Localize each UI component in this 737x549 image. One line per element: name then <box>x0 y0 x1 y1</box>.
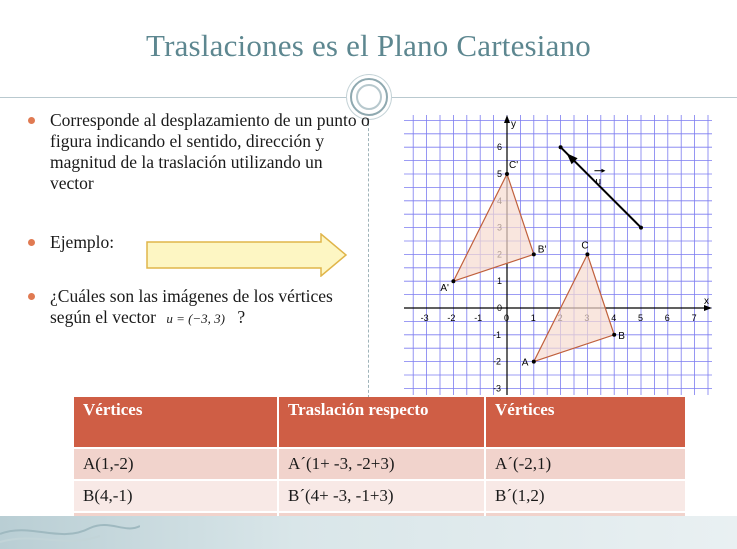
header-cell: Vértices <box>74 397 278 448</box>
table-cell: B(4,-1) <box>74 480 278 512</box>
y-tick-label: 6 <box>497 142 503 153</box>
vertex-point <box>612 333 616 337</box>
bullet-dot <box>28 239 35 246</box>
x-axis-label: x <box>704 296 709 307</box>
vertex-label: B' <box>537 244 547 256</box>
vector-start <box>559 145 563 149</box>
bullet-question <box>28 286 370 329</box>
vertex-label: C' <box>509 160 519 171</box>
vector-formula: u = (−3, 3) <box>166 311 226 326</box>
vector-end <box>639 226 643 230</box>
header-cell: Traslación respecto <box>278 397 485 448</box>
vertex-point <box>451 279 455 283</box>
x-tick-label: 0 <box>504 313 510 323</box>
y-tick-label: 1 <box>497 276 503 287</box>
x-tick-label: 1 <box>530 313 536 323</box>
vertex-point <box>532 252 536 256</box>
bullet-text: Ejemplo: <box>50 232 115 252</box>
x-tick-label: 5 <box>638 313 644 323</box>
table-cell: B´(4+ -3, -1+3) <box>278 480 485 512</box>
table-header-row <box>74 397 686 448</box>
bullet-dot <box>28 117 35 124</box>
bullet-definition <box>28 110 370 194</box>
bullet-example <box>28 232 114 253</box>
cartesian-plane <box>404 115 712 395</box>
right-arrow-shape <box>145 233 349 277</box>
x-tick-label: 6 <box>664 313 670 323</box>
x-tick-label: -2 <box>447 313 456 323</box>
table-cell: A´(-2,1) <box>485 448 686 480</box>
vertex-point <box>505 172 509 176</box>
vector-label: u <box>595 176 602 188</box>
table-cell: A(1,-2) <box>74 448 278 480</box>
bullet-text: ¿Cuáles son las imágenes de los vértices según el vector <box>50 286 333 327</box>
ring-inner <box>356 84 382 110</box>
vertex-label: C <box>581 240 589 252</box>
y-tick-label: -2 <box>493 356 502 367</box>
vertex-point <box>585 252 589 256</box>
x-tick-label: 4 <box>611 313 617 323</box>
header-cell: Vértices <box>485 397 686 448</box>
y-tick-label: -1 <box>493 329 502 340</box>
y-tick-label: -3 <box>493 383 502 394</box>
bullet-text: Corresponde al desplazamiento de un punto o figura indicando el sentido, dirección y magnitud de la traslación utilizando un vector <box>50 110 370 193</box>
y-axis-label: y <box>511 119 516 130</box>
bullet-dot <box>28 293 35 300</box>
slide-title: Traslaciones es el Plano Cartesiano <box>146 28 591 63</box>
vertex-point <box>532 360 536 364</box>
y-tick-label: 0 <box>497 303 503 313</box>
vertex-label: A <box>521 357 529 369</box>
table-row <box>74 480 686 512</box>
x-tick-label: 7 <box>691 313 697 323</box>
vertex-label: B <box>618 330 625 342</box>
table-cell: A´(1+ -3, -2+3) <box>278 448 485 480</box>
x-tick-label: -3 <box>420 313 429 323</box>
footer-decoration <box>0 514 140 549</box>
table-cell: B´(1,2) <box>485 480 686 512</box>
table-row <box>74 448 686 480</box>
bullet-tail: ? <box>237 307 246 327</box>
y-tick-label: 5 <box>497 169 503 179</box>
vertex-label: A' <box>440 283 449 295</box>
x-tick-label: -1 <box>474 313 483 323</box>
